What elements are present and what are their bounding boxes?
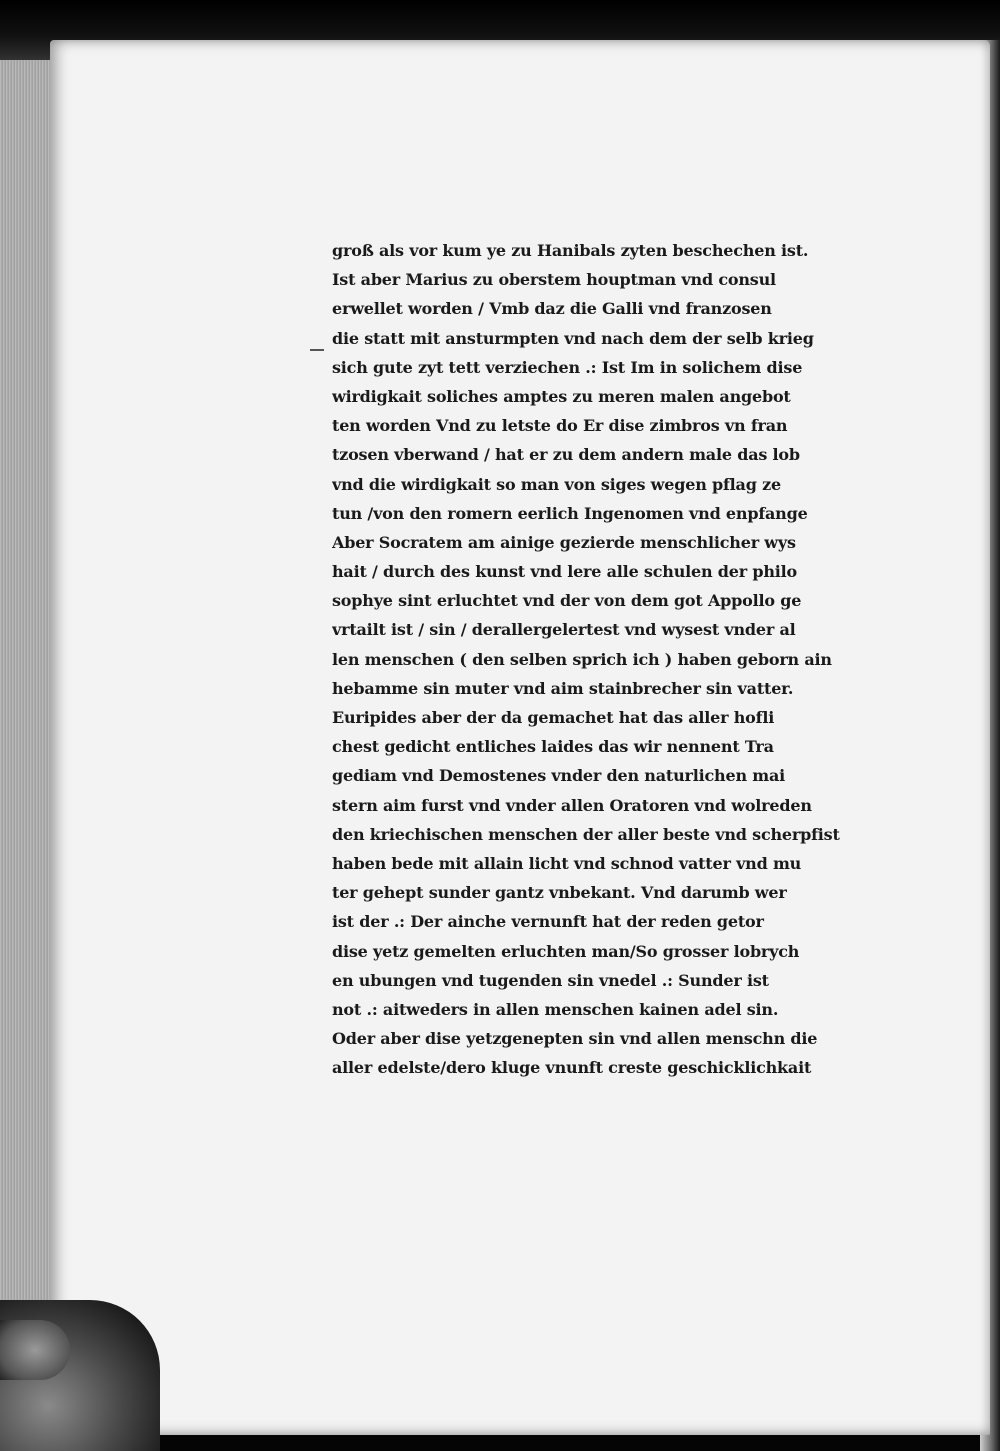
text-line-16: hebamme sin muter vnd aim stainbrecher sin vatter. bbox=[332, 678, 794, 698]
text-line-7: ten worden Vnd zu letste do Er dise zimbros vn fran bbox=[332, 416, 788, 436]
holding-hand-knuckle bbox=[0, 1320, 70, 1380]
text-line-2: Ist aber Marius zu oberstem houptman vnd consul bbox=[332, 270, 776, 290]
text-line-27: not .: aitweders in allen menschen kainen adel sin. bbox=[332, 999, 779, 1019]
text-line-4: die statt mit ansturmpten vnd nach dem der selb krieg bbox=[332, 328, 814, 348]
text-line-20: stern aim furst vnd vnder allen Oratoren vnd wolreden bbox=[332, 795, 812, 815]
text-line-18: chest gedicht entliches laides das wir nennent Tra bbox=[332, 737, 774, 757]
text-line-11: Aber Socratem am ainige gezierde menschlicher wys bbox=[332, 532, 796, 552]
text-line-1: groß als vor kum ye zu Hanibals zyten beschechen ist. bbox=[332, 241, 809, 260]
text-line-23: ter gehept sunder gantz vnbekant. Vnd darumb wer bbox=[332, 883, 787, 903]
text-line-5: sich gute zyt tett verziechen .: Ist Im in solichem dise bbox=[332, 357, 803, 377]
text-line-8: tzosen vberwand / hat er zu dem andern male das lob bbox=[332, 445, 800, 465]
text-line-25: dise yetz gemelten erluchten man/So grosser lobrych bbox=[332, 941, 800, 961]
text-line-21: den kriechischen menschen der aller beste vnd scherpfist bbox=[332, 824, 840, 844]
text-line-12: hait / durch des kunst vnd lere alle schulen der philo bbox=[332, 562, 798, 582]
text-line-3: erwellet worden / Vmb daz die Galli vnd franzosen bbox=[332, 299, 772, 319]
text-line-17: Euripides aber der da gemachet hat das aller hofli bbox=[332, 708, 775, 727]
text-line-14: vrtailt ist / sin / derallergelertest vnd wysest vnder al bbox=[332, 620, 796, 640]
text-line-22: haben bede mit allain licht vnd schnod vatter vnd mu bbox=[332, 853, 802, 873]
text-line-13: sophye sint erluchtet vnd der von dem got Appollo ge bbox=[332, 591, 802, 611]
text-line-28: Oder aber dise yetzgenepten sin vnd allen menschn die bbox=[332, 1029, 818, 1049]
text-line-24: ist der .: Der ainche vernunft hat der reden getor bbox=[332, 912, 764, 932]
text-line-10: tun /von den romern eerlich Ingenomen vnd enpfange bbox=[332, 503, 808, 523]
text-line-6: wirdigkait soliches amptes zu meren malen angebot bbox=[332, 386, 791, 406]
text-line-9: vnd die wirdigkait so man von siges wegen pflag ze bbox=[332, 474, 781, 494]
text-line-29: aller edelste/dero kluge vnunft creste geschicklichkait bbox=[332, 1058, 812, 1078]
margin-dash-mark bbox=[310, 349, 324, 351]
text-line-15: len menschen ( den selben sprich ich ) haben geborn ain bbox=[332, 649, 832, 669]
text-line-19: gediam vnd Demostenes vnder den naturlichen mai bbox=[332, 766, 786, 786]
text-line-26: en ubungen vnd tugenden sin vnedel .: Sunder ist bbox=[332, 970, 769, 990]
blackletter-text-block bbox=[332, 236, 912, 1086]
